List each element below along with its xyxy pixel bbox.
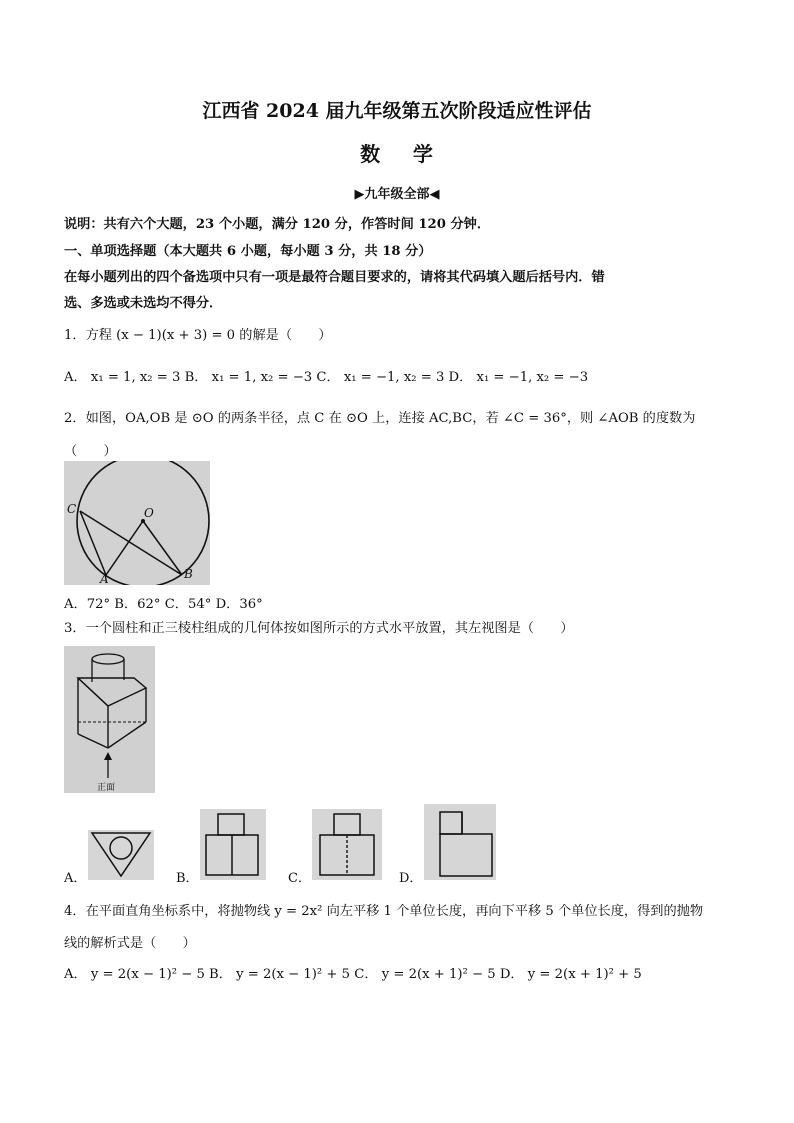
question-1-stem: 1．方程 (x − 1)(x + 3) = 0 的解是（ ） xyxy=(64,328,332,343)
subject-title: 数 学 xyxy=(360,142,434,166)
front-label: 正面 xyxy=(97,783,116,793)
question-2-stem: 2．如图，OA,OB 是 ⊙O 的两条半径，点 C 在 ⊙O 上，连接 AC,BC，若 ∠C = 36°，则 ∠AOB 的度数为 xyxy=(64,411,696,426)
option-d-label: D． xyxy=(399,871,423,886)
question-3-stem: 3．一个圆柱和正三棱柱组成的几何体按如图所示的方式水平放置，其左视图是（ ） xyxy=(64,621,574,636)
label-a: A xyxy=(100,572,109,585)
question-2-stem-cont: （ ） xyxy=(64,444,117,459)
question-4-options: A． y = 2(x − 1)² − 5 B． y = 2(x − 1)² + 5 C． y = 2(x + 1)² − 5 D． y = 2(x + 1)² + 5 xyxy=(64,967,642,982)
section-desc-line-1: 在每小题列出的四个备选项中只有一项是最符合题目要求的，请将其代码填入题后括号内．错 xyxy=(64,270,605,285)
option-a-figure xyxy=(88,830,154,880)
label-c: C xyxy=(67,502,77,516)
circle-figure xyxy=(64,461,210,585)
section-desc-line-2: 选、多选或未选均不得分． xyxy=(64,296,223,311)
option-d-figure xyxy=(424,804,496,880)
scope-label: ▶九年级全部◀ xyxy=(354,187,440,202)
question-2-options: A．72° B．62° C．54° D．36° xyxy=(64,597,263,612)
page-title: 江西省 2024 届九年级第五次阶段适应性评估 xyxy=(202,100,592,122)
option-b-label: B． xyxy=(176,871,199,886)
option-a-label: A． xyxy=(64,871,87,886)
question-4-stem-line-2: 线的解析式是（ ） xyxy=(64,936,196,951)
question-1-options: A． x₁ = 1, x₂ = 3 B． x₁ = 1, x₂ = −3 C． x₁ = −1, x₂ = 3 D． x₁ = −1, x₂ = −3 xyxy=(64,370,589,385)
label-b: B xyxy=(184,567,193,581)
option-c-label: C． xyxy=(288,871,311,886)
option-b-figure xyxy=(200,809,266,880)
solid-figure xyxy=(64,646,155,793)
option-c-figure xyxy=(312,809,382,880)
question-4-stem-line-1: 4．在平面直角坐标系中，将抛物线 y = 2x² 向左平移 1 个单位长度，再向下平移 5 个单位长度，得到的抛物 xyxy=(64,904,704,919)
instructions-note: 说明：共有六个大题，23 个小题，满分 120 分，作答时间 120 分钟． xyxy=(64,217,491,232)
section-title: 一、单项选择题（本大题共 6 小题，每小题 3 分，共 18 分） xyxy=(64,244,432,259)
label-o: O xyxy=(144,506,154,520)
